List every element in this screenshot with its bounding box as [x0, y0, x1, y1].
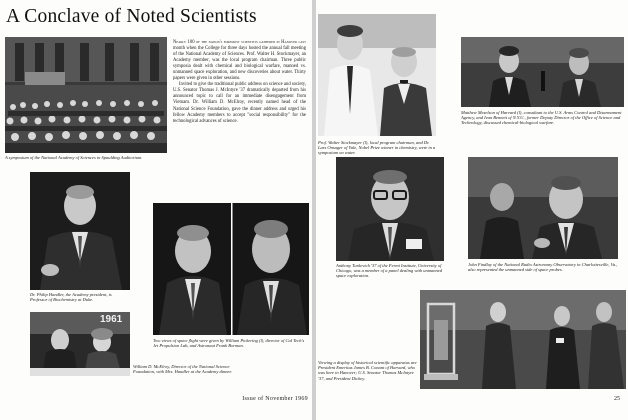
photo-auditorium	[5, 37, 167, 153]
caption-stockmayer: Prof. Walter Stockmayer (l), local program chairman, and Dr. Lars Onsager of Yale, Nobel Prize winner in chemistry, were in a symposium on water.	[318, 140, 436, 156]
caption-turkevich: Anthony Turkevich '37 of the Fermi Institute, University of Chicago, was a member of a panel dealing with unmanned space exploration.	[336, 263, 442, 279]
caption-handler: Dr. Philip Handler, the Academy president, is Professor of Biochemistry at Duke.	[30, 292, 112, 303]
caption-auditorium: A symposium of the National Academy of Sciences in Spaulding Auditorium.	[5, 155, 143, 160]
left-page	[0, 0, 312, 420]
body-paragraph-1: Nearly 100 of the nation's foremost scientists gathered in Hanover last month when the College for three days hosted the annual fall meeting of the National Academy of Sciences. Prof. Walter H. Stockmayer, an Academy member, was the local program chairman. Three public symposia dealt with chemical and biological warfare, manned vs. unmanned space exploration, and new discoveries about water. Thirty papers were given in other sessions.	[173, 40, 306, 82]
caption-meselson: Matthew Meselson of Harvard (l), consultant to the U.S. Arms Control and Disarmament Agency, and Ivan Bennett of N.Y.U., former Deputy Director of the Office of Science and Technology, discussed chemical-biological warfare.	[461, 110, 622, 126]
photo-mcelroy-dinner	[30, 312, 130, 376]
photo-exhibit	[420, 290, 626, 389]
photo-stockmayer-onsager	[318, 14, 436, 136]
right-page	[316, 0, 628, 420]
issue-label: Issue of November 1969	[242, 396, 308, 402]
photo-findlay	[468, 157, 618, 259]
body-paragraph-2: Invited to give the traditional public address on science and society, U.S. Senator Thomas J. McIntyre '37 dramatically departed from his announced topic to call for an immediate disengagement from Vietnam. Dr. William D. McElroy, recently named head of the National Science Foundation, gave the dinner address and urged his fellow Academy members to accept "social responsibility" for the technological advances of science.	[173, 82, 306, 124]
article-title: A Conclave of Noted Scientists	[6, 6, 257, 27]
photo-turkevich	[336, 157, 444, 261]
caption-exhibit: Viewing a display of historical scientific apparatus are President Emeritus James B. Conant of Harvard, who was here in Hanover; U.S. Senator Thomas McIntyre '37, and President Dickey.	[318, 360, 417, 381]
caption-findlay: John Findlay of the National Radio Astronomy Observatory in Charlottesville, Va., also represented the unmanned side of space probes.	[468, 262, 618, 273]
article-body	[173, 40, 306, 125]
caption-mcelroy: William D. McElroy, Director of the National Science Foundation, with Mrs. Handler at the Academy dinner.	[133, 364, 232, 375]
photo-year-sign: 1961	[100, 314, 123, 325]
photo-meselson-bennett	[461, 37, 624, 107]
page-number: 25	[614, 396, 620, 402]
photo-handler	[30, 172, 130, 290]
footer-issue	[242, 396, 308, 402]
photo-space-flight	[153, 203, 309, 335]
caption-space-flight: Two views of space flight were given by William Pickering (l), director of Cal Tech's Jet Propulsion Lab, and Astronaut Frank Borman.	[153, 338, 305, 349]
